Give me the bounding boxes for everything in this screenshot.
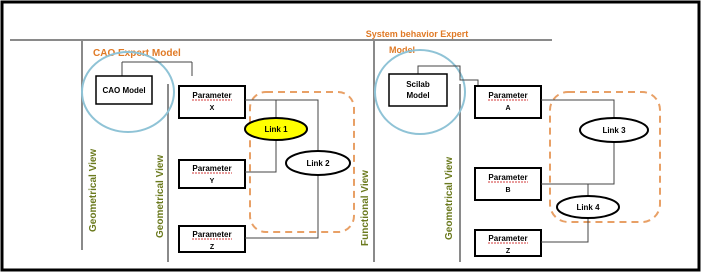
parameter-label: Parameter xyxy=(192,164,232,173)
right-section-title-line1: System behavior Expert xyxy=(365,29,469,39)
link-label: Link 3 xyxy=(602,126,626,135)
parameter-id: Z xyxy=(209,244,215,251)
right-model-box-label-1: Scilab xyxy=(406,80,430,89)
left-view-label-2: Geometrical View xyxy=(155,154,166,238)
left-section-title: CAO Expert Model xyxy=(93,48,181,59)
left-parameter-y xyxy=(179,160,245,188)
parameter-id: B xyxy=(505,187,511,194)
link-4 xyxy=(557,196,619,218)
right-parameter-a xyxy=(475,86,541,118)
left-view-label-1: Geometrical View xyxy=(88,148,99,232)
link-label: Link 1 xyxy=(264,125,288,134)
link-2 xyxy=(286,151,350,175)
link-1 xyxy=(245,118,307,140)
parameter-label: Parameter xyxy=(488,234,528,243)
link-label: Link 4 xyxy=(576,203,600,212)
left-model-box-label: CAO Model xyxy=(102,86,146,95)
parameter-label: Parameter xyxy=(488,173,528,182)
right-parameter-b xyxy=(475,168,541,200)
left-parameter-x xyxy=(179,86,245,118)
left-parameter-z xyxy=(179,226,245,252)
right-view-label-1: Functional View xyxy=(360,170,371,246)
parameter-label: Parameter xyxy=(488,91,528,100)
link-label: Link 2 xyxy=(306,159,330,168)
right-parameter-z xyxy=(475,230,541,256)
parameter-id: Y xyxy=(209,178,215,185)
parameter-id: Z xyxy=(505,248,511,255)
right-section-title-line2: Model xyxy=(389,45,415,55)
right-view-label-2: Geometrical View xyxy=(444,156,455,240)
parameter-label: Parameter xyxy=(192,230,232,239)
parameter-id: A xyxy=(505,105,511,112)
link-3 xyxy=(580,118,648,142)
right-model-box-label-2: Model xyxy=(406,91,430,100)
parameter-label: Parameter xyxy=(192,91,232,100)
right-model-box xyxy=(389,74,447,106)
parameter-id: X xyxy=(209,105,215,112)
